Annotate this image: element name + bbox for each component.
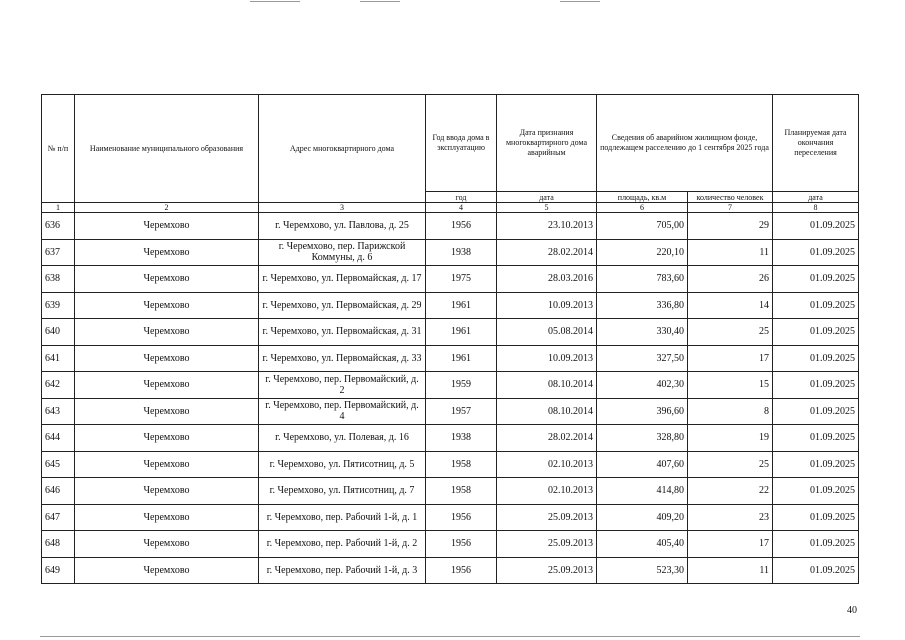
cell-year: 1961 — [426, 345, 497, 372]
col-number: 8 — [773, 203, 859, 213]
cell-address: г. Черемхово, пер. Парижской Коммуны, д. 6 — [259, 239, 426, 266]
table-row — [42, 319, 859, 346]
col-number: 3 — [259, 203, 426, 213]
cell-end-date: 01.09.2025 — [773, 451, 859, 478]
cell-date: 28.02.2014 — [497, 425, 597, 452]
cell-num: 644 — [42, 425, 75, 452]
scan-artifact-top — [560, 1, 600, 2]
header-planned-end: Планируемая дата окончания переселения — [773, 95, 859, 192]
table-row — [42, 478, 859, 505]
cell-date: 28.03.2016 — [497, 266, 597, 293]
cell-end-date: 01.09.2025 — [773, 266, 859, 293]
cell-area: 409,20 — [597, 504, 688, 531]
scan-artifact-bottom — [40, 636, 860, 637]
col-number: 2 — [75, 203, 259, 213]
cell-year: 1959 — [426, 372, 497, 399]
cell-num: 643 — [42, 398, 75, 425]
cell-date: 08.10.2014 — [497, 398, 597, 425]
col-number: 1 — [42, 203, 75, 213]
cell-people: 17 — [688, 345, 773, 372]
cell-end-date: 01.09.2025 — [773, 504, 859, 531]
cell-address: г. Черемхово, ул. Пятисотниц, д. 5 — [259, 451, 426, 478]
cell-area: 407,60 — [597, 451, 688, 478]
cell-municipality: Черемхово — [75, 504, 259, 531]
cell-area: 330,40 — [597, 319, 688, 346]
table-row — [42, 531, 859, 558]
column-numbers-row — [42, 203, 859, 213]
cell-address: г. Черемхово, пер. Рабочий 1-й, д. 1 — [259, 504, 426, 531]
cell-num: 640 — [42, 319, 75, 346]
cell-date: 10.09.2013 — [497, 292, 597, 319]
cell-year: 1961 — [426, 292, 497, 319]
cell-area: 220,10 — [597, 239, 688, 266]
cell-end-date: 01.09.2025 — [773, 345, 859, 372]
cell-num: 638 — [42, 266, 75, 293]
cell-num: 637 — [42, 239, 75, 266]
header-num: № п/п — [42, 95, 75, 203]
cell-year: 1958 — [426, 478, 497, 505]
cell-address: г. Черемхово, пер. Рабочий 1-й, д. 3 — [259, 557, 426, 584]
cell-address: г. Черемхово, ул. Первомайская, д. 31 — [259, 319, 426, 346]
cell-municipality: Черемхово — [75, 398, 259, 425]
cell-area: 783,60 — [597, 266, 688, 293]
cell-municipality: Черемхово — [75, 478, 259, 505]
cell-date: 05.08.2014 — [497, 319, 597, 346]
unit-people: количество человек — [688, 192, 773, 203]
cell-num: 649 — [42, 557, 75, 584]
cell-num: 648 — [42, 531, 75, 558]
cell-year: 1958 — [426, 451, 497, 478]
cell-address: г. Черемхово, ул. Первомайская, д. 33 — [259, 345, 426, 372]
col-number: 7 — [688, 203, 773, 213]
cell-year: 1938 — [426, 239, 497, 266]
cell-address: г. Черемхово, ул. Пятисотниц, д. 7 — [259, 478, 426, 505]
cell-end-date: 01.09.2025 — [773, 557, 859, 584]
cell-address: г. Черемхово, ул. Первомайская, д. 29 — [259, 292, 426, 319]
unit-end-date: дата — [773, 192, 859, 203]
cell-area: 523,30 — [597, 557, 688, 584]
cell-municipality: Черемхово — [75, 372, 259, 399]
cell-people: 29 — [688, 213, 773, 240]
cell-people: 11 — [688, 557, 773, 584]
table-row — [42, 372, 859, 399]
cell-num: 647 — [42, 504, 75, 531]
cell-area: 396,60 — [597, 398, 688, 425]
cell-end-date: 01.09.2025 — [773, 425, 859, 452]
cell-year: 1961 — [426, 319, 497, 346]
header-date-recognized: Дата признания многоквартирного дома аварийным — [497, 95, 597, 192]
cell-num: 642 — [42, 372, 75, 399]
cell-area: 705,00 — [597, 213, 688, 240]
header-row — [42, 95, 859, 192]
unit-area: площадь, кв.м — [597, 192, 688, 203]
col-number: 6 — [597, 203, 688, 213]
cell-date: 28.02.2014 — [497, 239, 597, 266]
cell-municipality: Черемхово — [75, 425, 259, 452]
cell-municipality: Черемхово — [75, 531, 259, 558]
cell-municipality: Черемхово — [75, 239, 259, 266]
cell-people: 22 — [688, 478, 773, 505]
cell-address: г. Черемхово, ул. Полевая, д. 16 — [259, 425, 426, 452]
cell-area: 402,30 — [597, 372, 688, 399]
cell-end-date: 01.09.2025 — [773, 292, 859, 319]
table-body — [42, 213, 859, 584]
table-row — [42, 451, 859, 478]
cell-date: 02.10.2013 — [497, 451, 597, 478]
table-row — [42, 239, 859, 266]
cell-year: 1956 — [426, 557, 497, 584]
cell-end-date: 01.09.2025 — [773, 478, 859, 505]
table-row — [42, 557, 859, 584]
cell-municipality: Черемхово — [75, 557, 259, 584]
cell-year: 1956 — [426, 531, 497, 558]
cell-people: 19 — [688, 425, 773, 452]
cell-people: 11 — [688, 239, 773, 266]
cell-address: г. Черемхово, ул. Первомайская, д. 17 — [259, 266, 426, 293]
cell-municipality: Черемхово — [75, 319, 259, 346]
cell-num: 641 — [42, 345, 75, 372]
cell-address: г. Черемхово, пер. Первомайский, д. 2 — [259, 372, 426, 399]
cell-date: 25.09.2013 — [497, 531, 597, 558]
cell-people: 17 — [688, 531, 773, 558]
cell-date: 02.10.2013 — [497, 478, 597, 505]
table-row — [42, 213, 859, 240]
table-row — [42, 504, 859, 531]
cell-area: 405,40 — [597, 531, 688, 558]
cell-end-date: 01.09.2025 — [773, 239, 859, 266]
cell-date: 23.10.2013 — [497, 213, 597, 240]
cell-area: 414,80 — [597, 478, 688, 505]
cell-num: 646 — [42, 478, 75, 505]
cell-people: 8 — [688, 398, 773, 425]
table-row — [42, 292, 859, 319]
cell-area: 328,80 — [597, 425, 688, 452]
cell-people: 26 — [688, 266, 773, 293]
cell-end-date: 01.09.2025 — [773, 531, 859, 558]
cell-date: 25.09.2013 — [497, 557, 597, 584]
cell-people: 15 — [688, 372, 773, 399]
cell-municipality: Черемхово — [75, 213, 259, 240]
cell-people: 25 — [688, 319, 773, 346]
cell-year: 1956 — [426, 504, 497, 531]
cell-address: г. Черемхово, ул. Павлова, д. 25 — [259, 213, 426, 240]
cell-date: 25.09.2013 — [497, 504, 597, 531]
cell-year: 1956 — [426, 213, 497, 240]
cell-municipality: Черемхово — [75, 292, 259, 319]
cell-year: 1975 — [426, 266, 497, 293]
cell-area: 327,50 — [597, 345, 688, 372]
scan-artifact-top — [250, 1, 300, 2]
cell-year: 1957 — [426, 398, 497, 425]
resettlement-table — [41, 94, 859, 584]
unit-date: дата — [497, 192, 597, 203]
cell-num: 639 — [42, 292, 75, 319]
col-number: 5 — [497, 203, 597, 213]
scan-artifact-top — [360, 1, 400, 2]
header-address: Адрес многоквартирного дома — [259, 95, 426, 203]
cell-address: г. Черемхово, пер. Рабочий 1-й, д. 2 — [259, 531, 426, 558]
cell-municipality: Черемхово — [75, 345, 259, 372]
table-row — [42, 266, 859, 293]
header-info: Сведения об аварийном жилищном фонде, подлежащем расселению до 1 сентября 2025 года — [597, 95, 773, 192]
cell-area: 336,80 — [597, 292, 688, 319]
cell-people: 14 — [688, 292, 773, 319]
cell-num: 645 — [42, 451, 75, 478]
cell-date: 08.10.2014 — [497, 372, 597, 399]
col-number: 4 — [426, 203, 497, 213]
cell-end-date: 01.09.2025 — [773, 213, 859, 240]
header-year-built: Год ввода дома в эксплуатацию — [426, 95, 497, 192]
header-municipality: Наименование муниципального образования — [75, 95, 259, 203]
cell-end-date: 01.09.2025 — [773, 372, 859, 399]
page-number: 40 — [847, 605, 857, 616]
cell-end-date: 01.09.2025 — [773, 398, 859, 425]
table-row — [42, 345, 859, 372]
cell-address: г. Черемхово, пер. Первомайский, д. 4 — [259, 398, 426, 425]
cell-people: 23 — [688, 504, 773, 531]
cell-num: 636 — [42, 213, 75, 240]
table-row — [42, 425, 859, 452]
table-row — [42, 398, 859, 425]
cell-municipality: Черемхово — [75, 451, 259, 478]
cell-municipality: Черемхово — [75, 266, 259, 293]
cell-people: 25 — [688, 451, 773, 478]
cell-year: 1938 — [426, 425, 497, 452]
cell-date: 10.09.2013 — [497, 345, 597, 372]
unit-year: год — [426, 192, 497, 203]
cell-end-date: 01.09.2025 — [773, 319, 859, 346]
